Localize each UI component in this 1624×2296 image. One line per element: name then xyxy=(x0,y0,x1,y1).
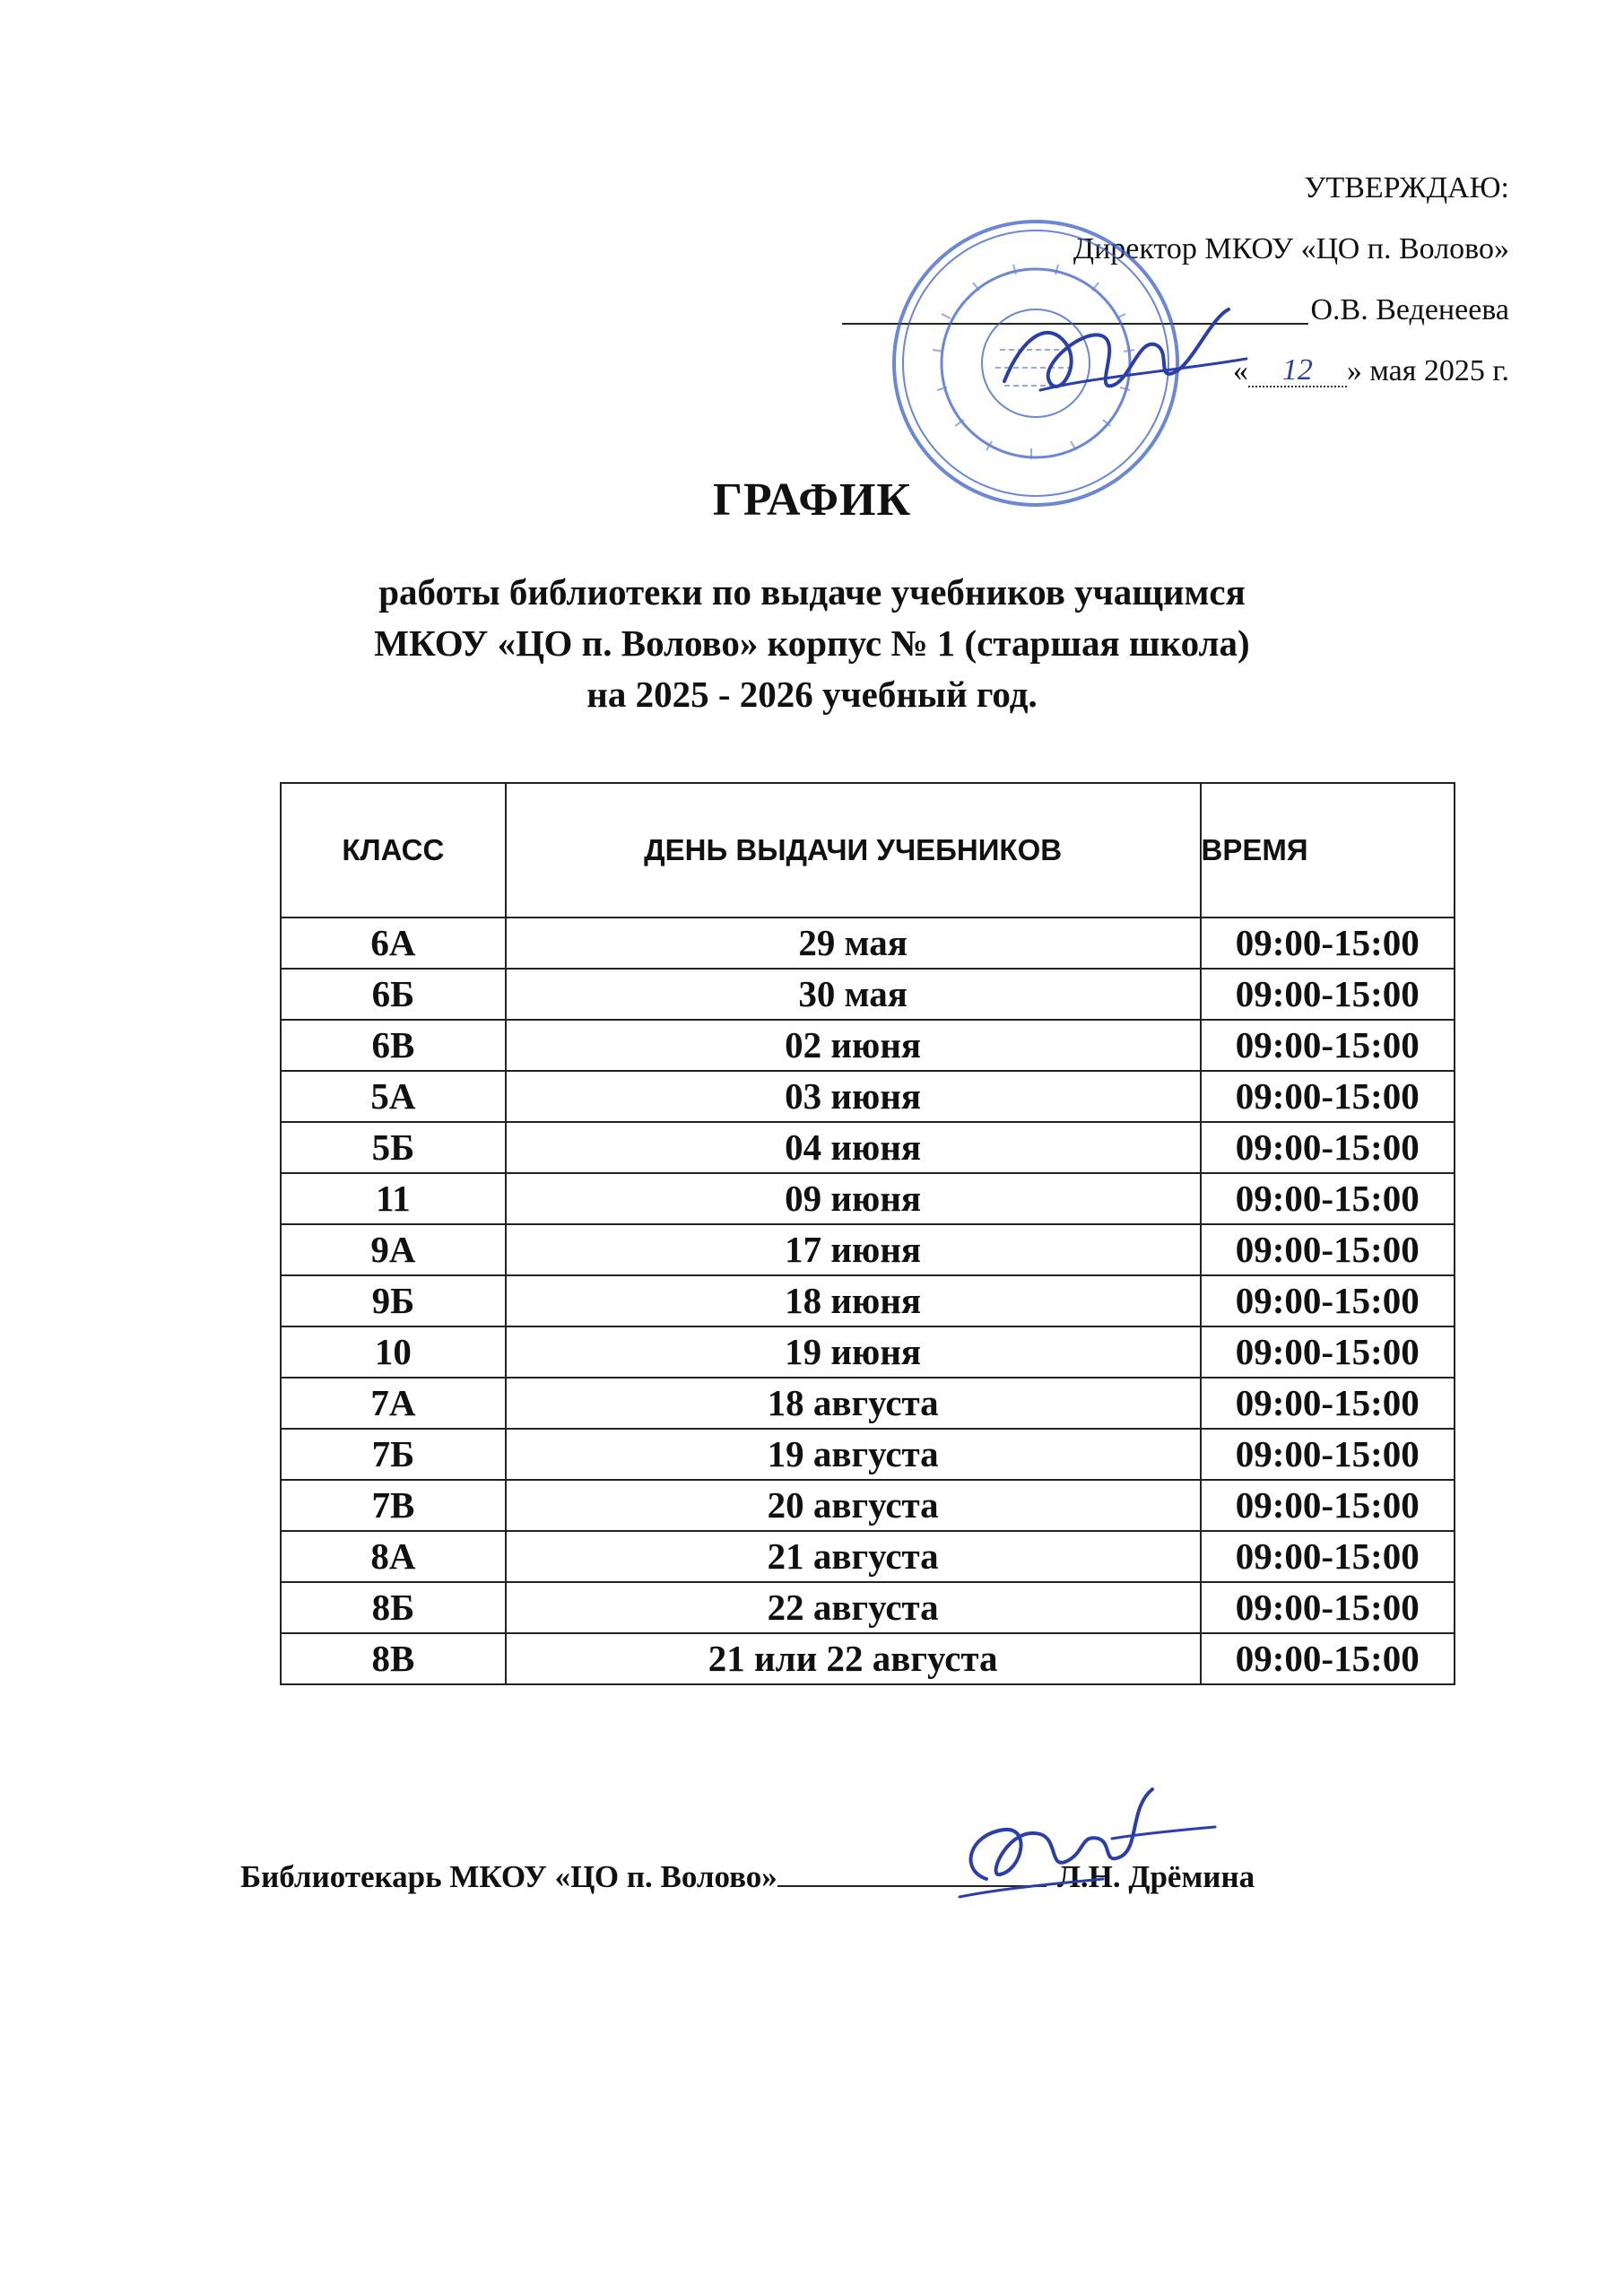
class-cell: 7В xyxy=(281,1480,506,1531)
time-cell: 09:00-15:00 xyxy=(1201,1326,1455,1378)
date-day: 12 xyxy=(1248,355,1347,387)
class-cell: 8А xyxy=(281,1531,506,1582)
time-cell: 09:00-15:00 xyxy=(1201,1582,1455,1633)
day-cell: 02 июня xyxy=(506,1020,1201,1071)
document-title: ГРАФИК xyxy=(712,474,912,526)
time-cell: 09:00-15:00 xyxy=(1201,1531,1455,1582)
class-cell: 5А xyxy=(281,1071,506,1122)
class-cell: 7Б xyxy=(281,1429,506,1480)
subtitle-line: МКОУ «ЦО п. Волово» корпус № 1 (старшая школа) xyxy=(374,622,1250,664)
class-cell: 9А xyxy=(281,1224,506,1275)
document-subtitle xyxy=(0,567,1624,720)
librarian-signature-icon xyxy=(924,1771,1220,1924)
approval-heading: УТВЕРЖДАЮ: xyxy=(1304,171,1509,204)
day-cell: 04 июня xyxy=(506,1122,1201,1173)
table-row xyxy=(281,918,1455,969)
day-cell: 30 мая xyxy=(506,969,1201,1020)
time-cell: 09:00-15:00 xyxy=(1201,1275,1455,1326)
class-cell: 10 xyxy=(281,1326,506,1378)
schedule-table xyxy=(280,782,1455,1685)
class-cell: 9Б xyxy=(281,1275,506,1326)
header-day: ДЕНЬ ВЫДАЧИ УЧЕБНИКОВ xyxy=(506,783,1201,918)
day-cell: 20 августа xyxy=(506,1480,1201,1531)
time-cell: 09:00-15:00 xyxy=(1201,1173,1455,1224)
day-cell: 21 или 22 августа xyxy=(506,1633,1201,1684)
table-row xyxy=(281,969,1455,1020)
table-row xyxy=(281,1275,1455,1326)
day-cell: 18 июня xyxy=(506,1275,1201,1326)
day-cell: 19 июня xyxy=(506,1326,1201,1378)
table-row xyxy=(281,1480,1455,1531)
time-cell: 09:00-15:00 xyxy=(1201,1224,1455,1275)
class-cell: 8Б xyxy=(281,1582,506,1633)
table-row xyxy=(281,1224,1455,1275)
table-row xyxy=(281,1582,1455,1633)
approval-signer: О.В. Веденеева xyxy=(1310,293,1509,326)
time-cell: 09:00-15:00 xyxy=(1201,1122,1455,1173)
day-cell: 03 июня xyxy=(506,1071,1201,1122)
table-row xyxy=(281,1633,1455,1684)
time-cell: 09:00-15:00 xyxy=(1201,1480,1455,1531)
table-row xyxy=(281,1531,1455,1582)
header-time: ВРЕМЯ xyxy=(1201,783,1455,918)
time-cell: 09:00-15:00 xyxy=(1201,1429,1455,1480)
day-cell: 22 августа xyxy=(506,1582,1201,1633)
time-cell: 09:00-15:00 xyxy=(1201,1633,1455,1684)
day-cell: 17 июня xyxy=(506,1224,1201,1275)
time-cell: 09:00-15:00 xyxy=(1201,1071,1455,1122)
day-cell: 19 августа xyxy=(506,1429,1201,1480)
day-cell: 09 июня xyxy=(506,1173,1201,1224)
table-row xyxy=(281,1326,1455,1378)
day-cell: 21 августа xyxy=(506,1531,1201,1582)
class-cell: 6В xyxy=(281,1020,506,1071)
time-cell: 09:00-15:00 xyxy=(1201,1020,1455,1071)
table-row xyxy=(281,1429,1455,1480)
table-row xyxy=(281,1020,1455,1071)
approval-position: Директор МКОУ «ЦО п. Волово» xyxy=(1073,232,1509,265)
librarian-name: Л.Н. Дрёмина xyxy=(1056,1859,1255,1894)
director-signature-icon xyxy=(986,283,1255,435)
header-class: КЛАСС xyxy=(281,783,506,918)
class-cell: 11 xyxy=(281,1173,506,1224)
table-row xyxy=(281,1173,1455,1224)
subtitle-line: работы библиотеки по выдаче учебников учащимся xyxy=(378,571,1246,613)
table-header-row xyxy=(281,783,1455,918)
day-cell: 18 августа xyxy=(506,1378,1201,1429)
table-row xyxy=(281,1378,1455,1429)
librarian-position: Библиотекарь МКОУ «ЦО п. Волово» xyxy=(240,1859,777,1894)
class-cell: 6А xyxy=(281,918,506,969)
class-cell: 7А xyxy=(281,1378,506,1429)
subtitle-line: на 2025 - 2026 учебный год. xyxy=(586,674,1038,715)
date-open: « xyxy=(1232,354,1248,387)
date-rest: » мая 2025 г. xyxy=(1346,354,1509,387)
class-cell: 5Б xyxy=(281,1122,506,1173)
class-cell: 6Б xyxy=(281,969,506,1020)
table-row xyxy=(281,1071,1455,1122)
table-row xyxy=(281,1122,1455,1173)
time-cell: 09:00-15:00 xyxy=(1201,918,1455,969)
class-cell: 8В xyxy=(281,1633,506,1684)
time-cell: 09:00-15:00 xyxy=(1201,1378,1455,1429)
day-cell: 29 мая xyxy=(506,918,1201,969)
time-cell: 09:00-15:00 xyxy=(1201,969,1455,1020)
schedule-body xyxy=(281,918,1455,1684)
